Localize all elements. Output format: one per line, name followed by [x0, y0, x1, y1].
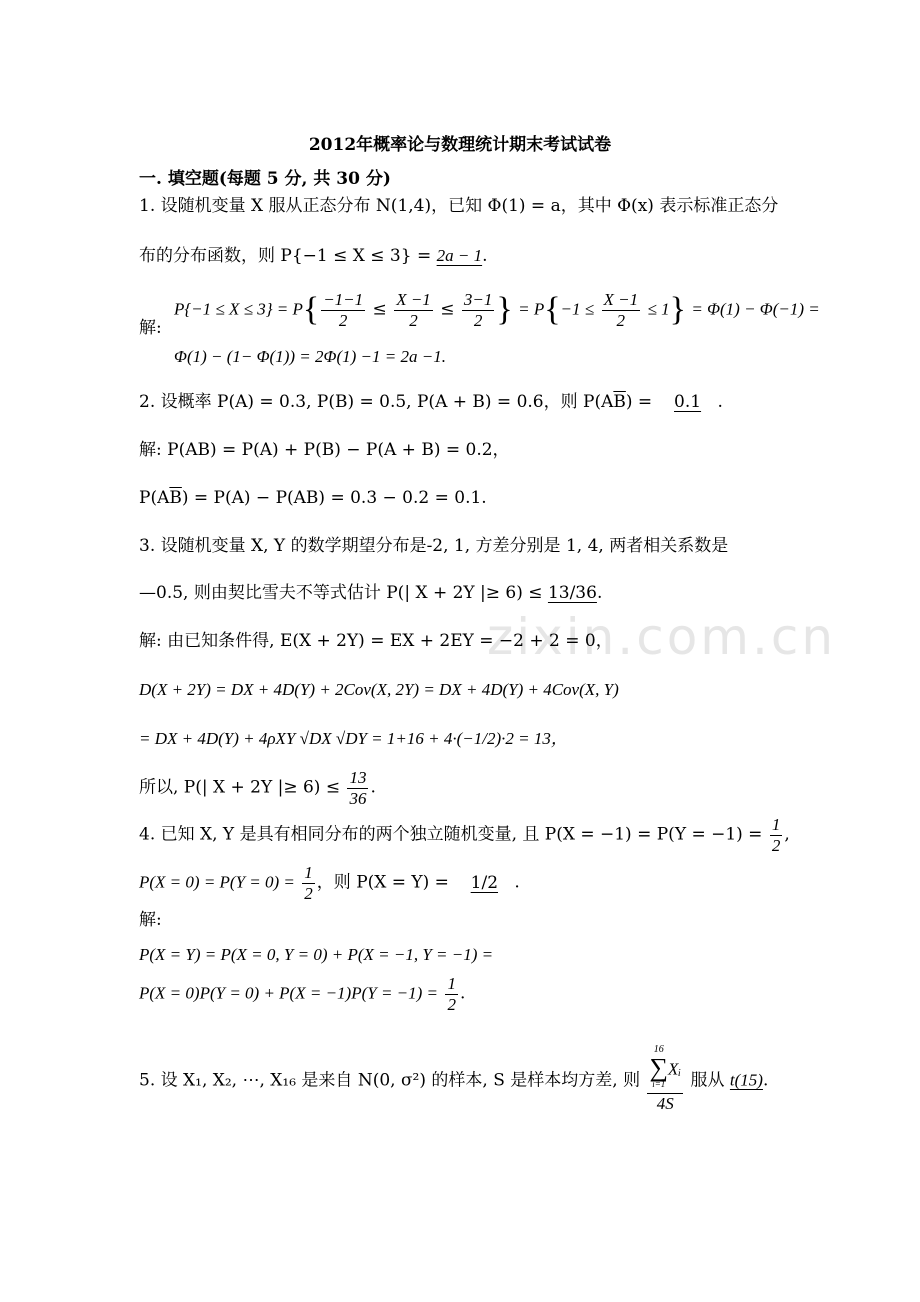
- q1-line2: 布的分布函数，则 P{−1 ≤ X ≤ 3} = 2a − 1.: [139, 246, 488, 266]
- q1-solution-label: 解:: [139, 318, 162, 338]
- q3-solution-line3: = DX + 4D(Y) + 4ρXY √DX √DY = 1+16 + 4·(−1/2)·2 = 13，: [139, 729, 568, 748]
- q1-solution-line2: Φ(1) − (1− Φ(1)) = 2Φ(1) −1 = 2a −1.: [174, 347, 446, 366]
- q4-frac3: $\frac{1}{2}$: [447, 974, 456, 1014]
- q3-line2: —0.5, 则由契比雪夫不等式估计 P(| X + 2Y |≥ 6) ≤ 13/36.: [139, 583, 603, 603]
- q1-frac1: $\frac{-1-1}{2}$: [323, 290, 364, 330]
- q1-answer: 2a − 1: [436, 246, 483, 265]
- q4-solution-label: 解:: [139, 910, 162, 930]
- q1-s1b: = P: [518, 299, 545, 319]
- q1-s1e: = Φ(1) − Φ(−1) =: [691, 299, 820, 319]
- q3-solution-line1: 解: 由已知条件得, E(X + 2Y) = EX + 2EY = −2 + 2 = 0，: [139, 631, 613, 651]
- sigma-icon: 16 ∑ i=1: [649, 1044, 669, 1089]
- q4-line1: 4. 已知 X, Y 是具有相同分布的两个独立随机变量, 且 P(X = −1) = P(Y = −1) = $\frac{1}{2}$ ,: [139, 815, 790, 855]
- page-title: 2012年概率论与数理统计期末考试试卷: [308, 135, 612, 155]
- q4-line2: P(X = 0) = P(Y = 0) = $\frac{1}{2}$ ，则 P(X = Y) = 1/2 .: [139, 863, 520, 903]
- q1-s1d: ≤ 1: [647, 299, 670, 319]
- q3-answer: 13/36: [547, 583, 597, 603]
- q2-solution-line2: $P(A\overline{B}) = P(A) - P(AB) = 0.3 - 0.2 = 0.1$.: [139, 488, 487, 508]
- q4-solution-line2: P(X = 0)P(Y = 0) + P(X = −1)P(Y = −1) = $\frac{1}{2}$ .: [139, 974, 466, 1014]
- watermark: zixin.com.cn: [487, 608, 837, 666]
- q5-sum-fraction: 16 ∑ i=1 Xᵢ 4S: [649, 1044, 682, 1114]
- q2-line1: 2. 设概率 P(A) = 0.3, P(B) = 0.5, P(A + B) = 0.6，则 $P(A\overline{B}) = 0.1$ .: [139, 392, 723, 412]
- q4-answer: 1/2: [470, 872, 499, 893]
- q1-s1a: P{−1 ≤ X ≤ 3} = P: [174, 299, 303, 319]
- q5-answer: t(15): [729, 1070, 763, 1090]
- q3-solution-line4: 所以, P(| X + 2Y |≥ 6) ≤ $\frac{13}{36}$ .: [139, 768, 376, 808]
- q3-solution-line2: D(X + 2Y) = DX + 4D(Y) + 2Cov(X, 2Y) = DX + 4D(Y) + 4Cov(X, Y): [139, 680, 619, 699]
- brace-open: {: [302, 291, 320, 329]
- q4-frac1: $\frac{1}{2}$: [771, 815, 781, 855]
- q2-b-complement: $\overline{B}$: [613, 392, 626, 412]
- q1-frac2: $\frac{X -1}{2}$: [396, 290, 431, 330]
- q1-frac4: $\frac{X -1}{2}$: [603, 290, 639, 330]
- q2-answer: 0.1: [674, 392, 702, 412]
- q1-frac3: $\frac{3-1}{2}$: [463, 290, 493, 330]
- q3-line1: 3. 设随机变量 X, Y 的数学期望分布是-2, 1, 方差分别是 1, 4, 两者相关系数是: [139, 536, 729, 556]
- q4-frac2: $\frac{1}{2}$: [304, 863, 313, 903]
- section-heading: 一. 填空题(每题 5 分, 共 30 分): [139, 169, 391, 189]
- brace-close: }: [496, 291, 513, 329]
- q1-line1: 1. 设随机变量 X 服从正态分布 N(1,4)，已知 Φ(1) = a，其中 Φ(x) 表示标准正态分: [139, 196, 779, 216]
- q3-frac: $\frac{13}{36}$: [349, 768, 367, 808]
- q1-s1c: −1 ≤: [560, 299, 595, 319]
- q1-solution-line1: P{−1 ≤ X ≤ 3} = P{ $\frac{-1-1}{2}$ ≤ $\frac{X -1}{2}$ ≤ $\frac{3-1}{2}$ } = P{−1 ≤ $\frac{X -1}{2}$ ≤ 1} = Φ(1) − Φ(−1) =: [174, 290, 820, 330]
- q1-line2-text: 布的分布函数，则 P{−1 ≤ X ≤ 3} =: [139, 246, 437, 266]
- q5-line: 5. 设 X₁, X₂, ⋯, X₁₆ 是来自 N(0, σ²) 的样本, S 是样本均方差, 则 16 ∑ i=1 Xᵢ 4S 服从 t(15).: [139, 1044, 769, 1114]
- q2-solution-line1: 解: P(AB) = P(A) + P(B) − P(A + B) = 0.2，: [139, 440, 510, 460]
- q4-solution-line1: P(X = Y) = P(X = 0, Y = 0) + P(X = −1, Y = −1) =: [139, 945, 494, 964]
